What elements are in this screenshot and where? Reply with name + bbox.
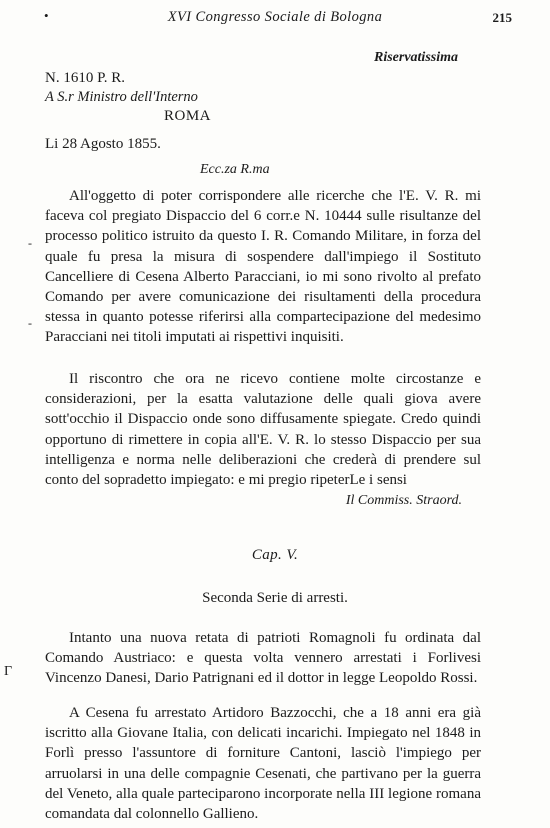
running-title: XVI Congresso Sociale di Bologna xyxy=(167,9,383,25)
margin-mark-3: Γ xyxy=(4,664,13,679)
letter-date: Li 28 Agosto 1855. xyxy=(45,136,161,152)
margin-mark-1: - xyxy=(28,236,32,250)
chapter-title: Cap. V. xyxy=(251,547,299,563)
letter-paragraph-1: All'oggetto di poter corrispondere alle ricerche che l'E. V. R. mi faceva col pregiato Dispaccio del 6 corr.e N. 10444 sulle risultanze del processo politico istruito da questo I. R. Comando Militare, in forza del quale fu presa la misura di sospendere dall'impiego il Sostituto Cancelliere di Cesena Alberto Paracciani, io mi sono rivolto al prefato Comando per avere comunicazione dei risultamenti della procedura stessa in quanto potesse riferirsi alla compartecipazione del medesimo Paracciani nei titoli imputati ai rispettivi inquisiti. xyxy=(45,188,481,346)
protocol-number: N. 1610 P. R. xyxy=(45,70,126,86)
header-dot: • xyxy=(44,8,49,23)
margin-mark-2: - xyxy=(28,316,32,330)
page-number: 215 xyxy=(492,10,512,25)
chapter-paragraph-1: Intanto una nuova retata di patrioti Romagnoli fu ordinata dal Comando Austriaco: e questa volta vennero arrestati i Forlivesi Vincenzo Danesi, Dario Patrignani ed il dottor in legge Leopoldo Rossi. xyxy=(45,630,481,687)
letter-paragraph-2: Il riscontro che ora ne ricevo contiene molte circostanze e considerazioni, per la esatta valutazione delle quali giova avere sott'occhio il Dispaccio onde sono diffusamente spiegate. Credo quindi opportuno di rimettere in copia all'E. V. R. lo stesso Dispaccio per sua intelligenza e norma nelle deliberazioni che crederà di prendere sul conto del sopradetto impiegato: e mi pregio ripeterLe i sensi xyxy=(45,371,481,489)
salutation: Ecc.za R.ma xyxy=(200,162,270,177)
signature: Il Commiss. Straord. xyxy=(345,493,462,508)
chapter-paragraph-2: A Cesena fu arrestato Artidoro Bazzocchi, che a 18 anni era già iscritto alla Giovane Italia, con delicati incarichi. Impiegato nel 1848 in Forlì presso l'assuntore di forniture Cantoni, lasciò l'impiego per arruolarsi in una delle compagnie Cesenati, che partivano per la guerra del Veneto, alla quale parteciparono incorporate nella III legione romana comandata dal colonnello Gallieno. xyxy=(45,705,481,823)
chapter-subtitle: Seconda Serie di arresti. xyxy=(202,590,348,606)
running-header xyxy=(0,6,550,28)
classification-label: Riservatissima xyxy=(373,50,458,65)
recipient-city: ROMA xyxy=(164,108,212,124)
recipient-line: A S.r Ministro dell'Interno xyxy=(45,89,198,105)
